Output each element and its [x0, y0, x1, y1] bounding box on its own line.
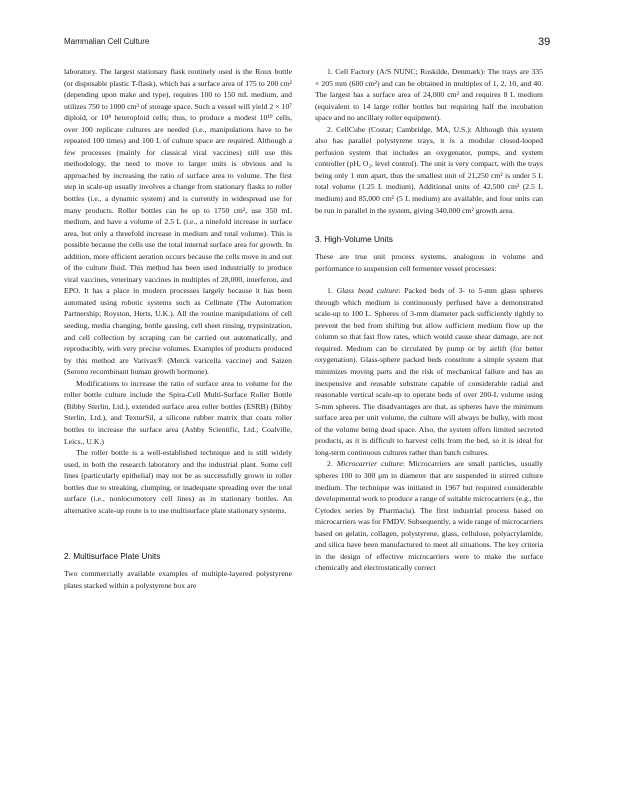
item-title: Microcarrier culture: [336, 459, 403, 469]
paragraph: These are true unit process systems, analogous in volume and performance to suspension cell fermenter vessel processes:: [315, 252, 543, 273]
section-heading-multisurface: 2. Multisurface Plate Units: [64, 551, 161, 562]
list-number: 2.: [327, 459, 337, 469]
item-title: Glass bead culture: [336, 286, 399, 296]
item-body: : Microcarriers are small particles, usually spheres 100 to 300 μm in diameter that are suspended in stirred culture medium. The technique was initiated in 1967 but required considerable developmental work to produce a range of suitable microcarriers (e.g., the Cytodex series by Pharmacia). The first industrial process based on microcarriers was for FMDV. Subsequently, a wide range of microcarriers based on gelatin, collagen, polystyrene, glass, cellulose, polyacrylamide, and silica have been manufactured to meet all situations. The key criteria in the design of effective microcarriers were to make the surface chemically and electrostatically correct: [315, 459, 543, 573]
paragraph: Two commercially available examples of multiple-layered polystyrene plates stacked within a polystyrene box are: [64, 569, 292, 590]
paragraph: Modifications to increase the ratio of surface area to volume for the roller bottle culture include the Spira-Cell Multi-Surface Roller Bottle (Bibby Sterlin, Ltd.), extended surface area roller bottles (ESRB) (Bibby Sterlin, Ltd.), and TexturSil, a silicone rubber matrix that coats roller bottles to increase the surface area (Ashby Scientific, Ltd.; Coalville, Leics., U.K.): [64, 378, 292, 446]
list-item-cellcube: 2. CellCube (Costar; Cambridge, MA, U.S.): Although this system also has parallel polystyrene trays, it is a modular closed-looped perfusion system that includes an oxygenator, pumps, and system controller (pH, O₂, level control). The unit is very compact, with the trays being only 1 mm apart, thus the smallest unit of 21,250 cm² is under 5 L total volume (1.25 L medium). Additional units of 42,500 cm² (2.5 L medium) and 85,000 cm² (5 L medium) are available, and four units can be run in parallel in the system, giving 340,000 cm² growth area.: [315, 124, 543, 215]
list-item-cell-factory: 1. Cell Factory (A/S NUNC; Roskilde, Denmark): The trays are 335 × 205 mm (600 cm²) and can be obtained in multiples of 1, 2, 10, and 40. The largest has a surface area of 24,000 cm² and requires 8 L medium (equivalent to 14 large roller bottles but requiring half the incubation space and no ancillary roller equipment).: [315, 67, 543, 123]
right-column: [315, 66, 543, 574]
list-item-glass-bead: [315, 285, 543, 458]
running-head: Mammalian Cell Culture: [64, 37, 150, 46]
list-item-microcarrier: [315, 458, 543, 573]
list-number: 1.: [327, 286, 337, 296]
paragraph: The roller bottle is a well-established technique and is still widely used, in both the research laboratory and the industrial plant. Some cell lines (particularly epithelial) may not be as successfully grown in roller bottles due to streaking, clumping, or inadequate spreading over the total surface (i.e., nonlocomotory cell lines) as in stationary bottles. An alternative scale-up route is to use multisurface plate stationary systems.: [64, 448, 292, 515]
item-body: : Packed beds of 3- to 5-mm glass spheres through which medium is continuously perfused have a demonstrated scale-up to 100 L. Spheres of 3-mm diameter pack sufficiently tightly to prevent the bed from shifting but allow sufficient medium flow up the column so that fast flow rates, which would cause shear damage, are not required. Medium can be circulated by pump or by airlift (for better oxygenation). Glass-sphere packed beds constitute a simple system that minimizes moving parts and the risk of mechanical failure and has an inexpensive and reusable substrate capable of considerable radial and reasonable vertical scale-up to operate beds of over 200-L volume using 5-mm spheres. The disadvantages are that, as spheres have the minimum surface area per unit volume, the culture will always be bulky, with most of the volume being dead space. Also, the system offers limited secreted products, as it is difficult to harvest cells from the bed, so it is ideal for long-term continuous cultures rather than batch cultures.: [315, 286, 543, 457]
section-heading-high-volume: 3. High-Volume Units: [315, 234, 393, 245]
left-column: [64, 66, 292, 591]
paragraph: laboratory. The largest stationary flask routinely used is the Roux bottle (or disposable plastic T-flask), which has a surface area of 175 to 200 cm² (depending upon make and type), requires 100 to 150 mL medium, and utilizes 750 to 1000 cm³ of storage space. Such a vessel will yield 2 × 10⁷ diploid, or 10⁸ heteroploid cells; thus, to produce a modest 10¹⁰ cells, over 100 replicate cultures are needed (i.e., manipulations have to be repeated 100 times) and 100 L of culture space are required. Although a few processes (mainly for classical viral vaccines) still use this methodology, the need to move to larger units is obvious and is approached by increasing the ratio of surface area to volume. The first step in scale-up usually involves a change from stationary flasks to roller bottles (i.e., a dynamic system) and is currently in widespread use for many products. Roller bottles can be up to 1750 cm², use 350 mL medium, and have a volume of 2.5 L (i.e., a ninefold increase in surface area, but only a threefold increase in medium and total volume). This is possible because the cells use the total internal surface area for growth. In addition, more efficient aeration occurs because the cells move in and out of the culture fluid. This method has been used industrially to produce viral vaccines, veterinary vaccines in multiples of 28,000, interferon, and EPO. It has a place in modern processes largely because it has been automated using robotic systems such as Cellmate (The Automation Partnership; Royston, Herts, U.K.). All the routine manipulations of cell seeding, media changing, bottle gassing, cell sheet rinsing, trypsinization, and cell collection by scraping can be carried out automatically, and reproducibly, with very precise volumes. Examples of products produced by this method are Varivax® (Merck varicella vaccine) and Saizen (Serono recombinant human growth hormone).: [64, 67, 292, 377]
page-number: 39: [538, 36, 551, 48]
